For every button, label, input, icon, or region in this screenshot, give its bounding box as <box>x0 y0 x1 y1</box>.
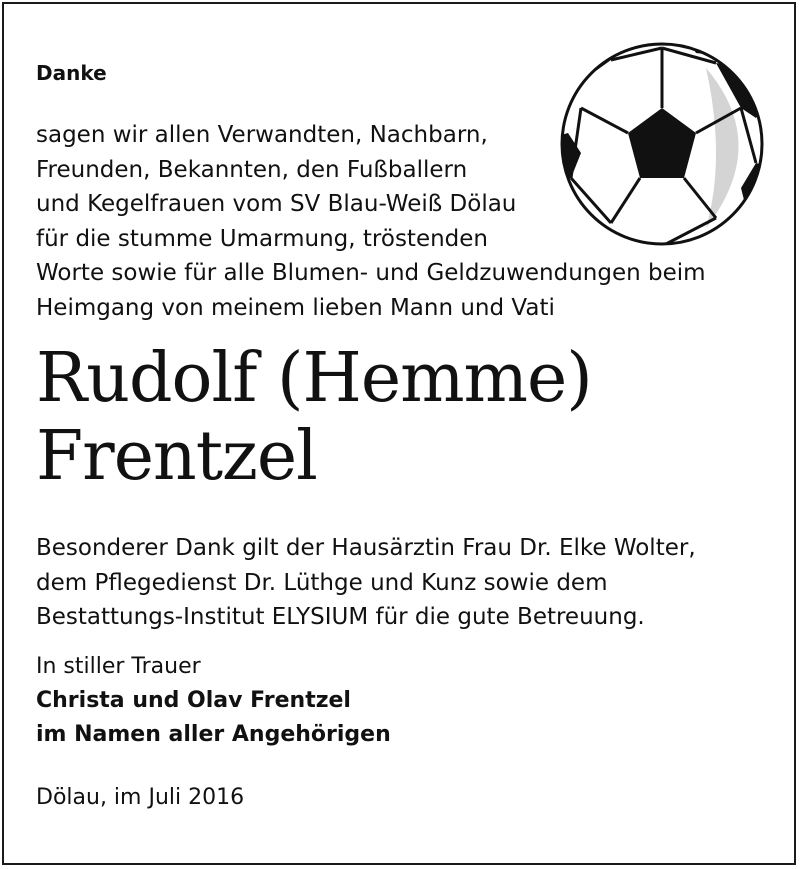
thanks-line: dem Pflegedienst Dr. Lüthge und Kunz sowie dem <box>36 569 608 596</box>
soccer-ball-icon <box>556 38 768 250</box>
intro-line: Worte sowie für alle Blumen- und Geldzuwendungen beim <box>36 260 706 286</box>
mourning-signature <box>36 650 391 752</box>
deceased-name <box>36 340 592 496</box>
intro-line: für die stumme Umarmung, tröstenden <box>36 225 489 252</box>
deceased-name-line: Frentzel <box>36 417 317 496</box>
intro-line: Freunden, Bekannten, den Fußballern <box>36 156 468 183</box>
deceased-name-line: Rudolf (Hemme) <box>36 339 592 418</box>
place-date: Dölau, im Juli 2016 <box>36 785 245 810</box>
special-thanks-text <box>36 531 696 635</box>
mourning-intro: In stiller Trauer <box>36 654 201 679</box>
notice-heading: Danke <box>36 61 107 85</box>
mourner-names: Christa und Olav Frentzel <box>36 688 351 713</box>
thanks-line: Bestattungs-Institut ELYSIUM für die gute Betreuung. <box>36 604 645 630</box>
mourner-family: im Namen aller Angehörigen <box>36 722 391 747</box>
thanks-line: Besonderer Dank gilt der Hausärztin Frau Dr. Elke Wolter, <box>36 535 696 561</box>
intro-line: und Kegelfrauen vom SV Blau-Weiß Dölau <box>36 191 517 217</box>
intro-line: Heimgang von meinem lieben Mann und Vati <box>36 294 555 321</box>
intro-line: sagen wir allen Verwandten, Nachbarn, <box>36 122 488 148</box>
